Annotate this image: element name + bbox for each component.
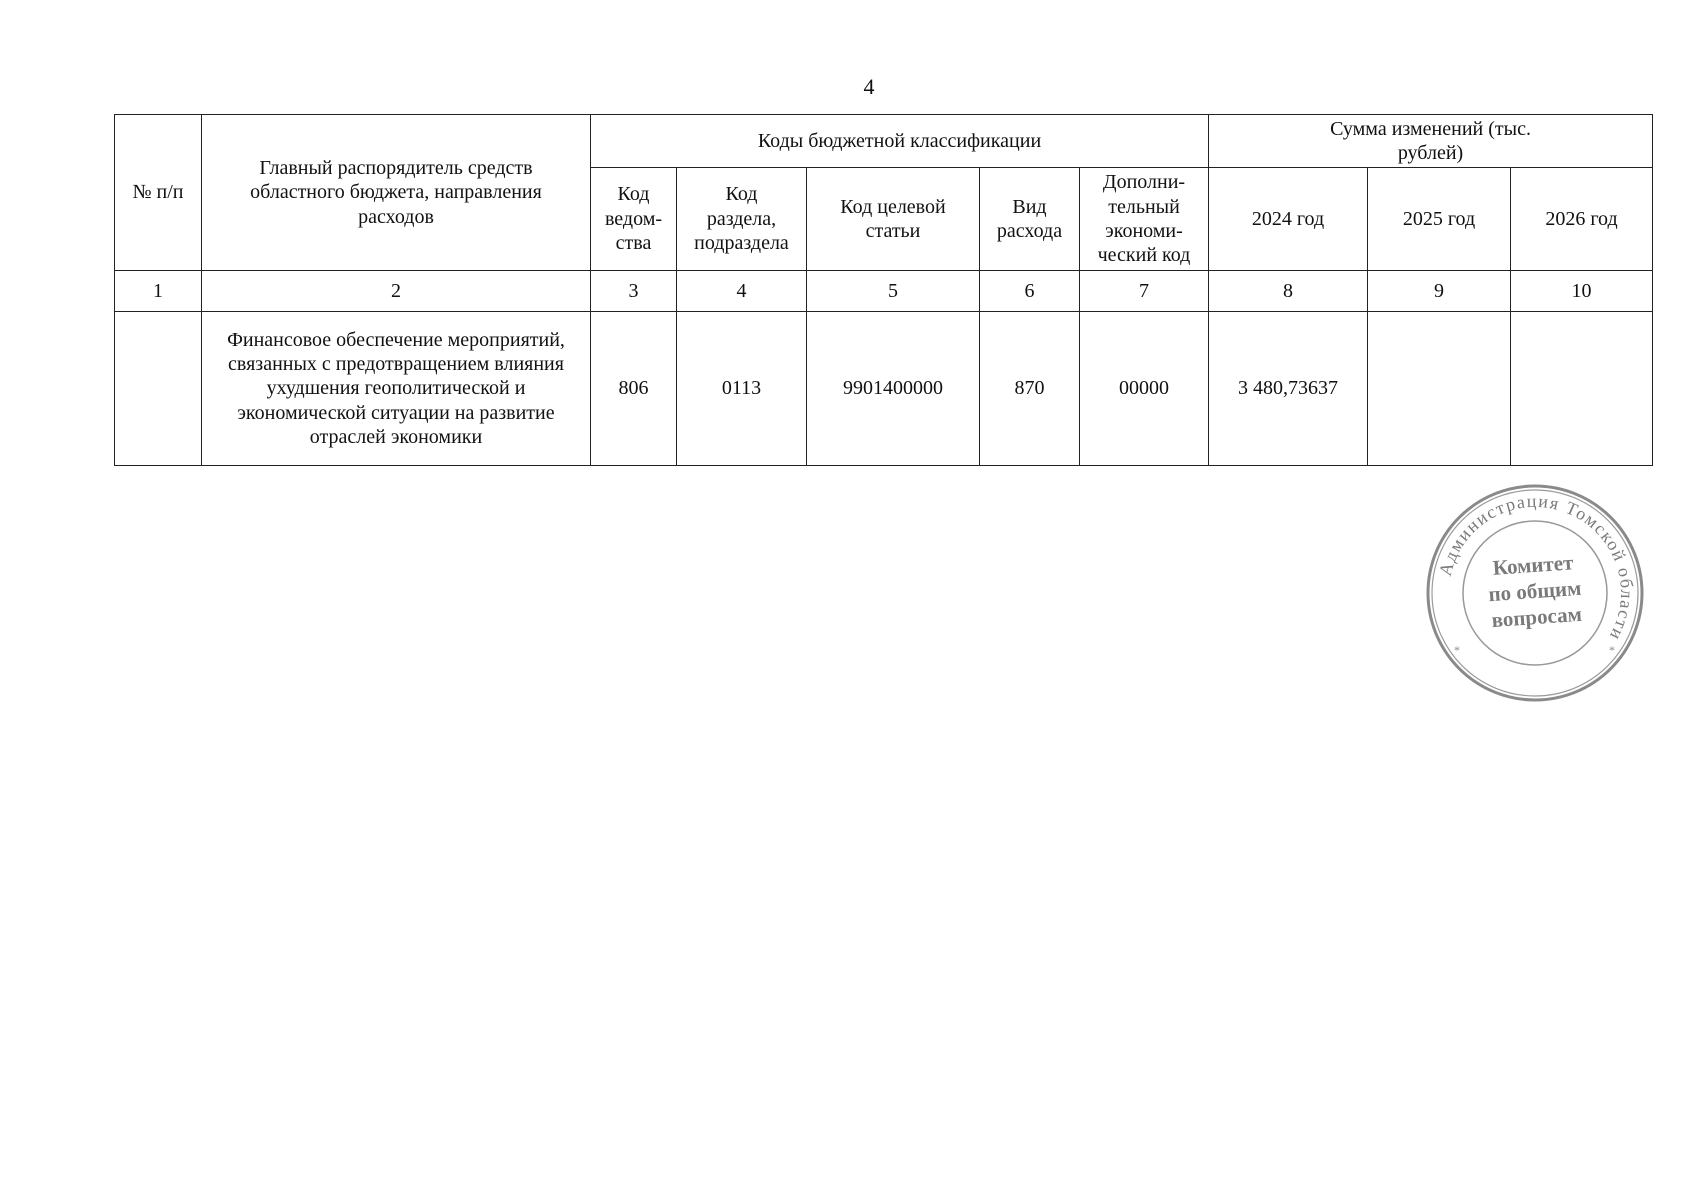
- header-manager: Главный распорядитель средств областного бюджета, направления расходов: [202, 115, 591, 271]
- header-codes-group: Коды бюджетной классификации: [591, 115, 1209, 168]
- row-section-code-cell: 0113: [677, 312, 807, 466]
- header-year-2026: 2026 год: [1511, 168, 1653, 271]
- header-section-code: Код раздела, подраздела: [677, 168, 807, 271]
- header-year-2024: 2024 год: [1209, 168, 1368, 271]
- page-number: 4: [863, 74, 875, 99]
- stamp-center-line: Комитет: [1491, 550, 1575, 580]
- official-stamp: [1424, 482, 1646, 704]
- column-number: 4: [677, 271, 807, 312]
- header-econ-code: Дополни-тельный экономи-ческий код: [1080, 168, 1209, 271]
- stamp-star-icon: *: [1609, 643, 1615, 657]
- row-sum-2024-cell: 3 480,73637: [1209, 312, 1368, 466]
- header-row-groups: [115, 115, 1653, 168]
- column-number: 7: [1080, 271, 1209, 312]
- row-sum-2025-cell: [1368, 312, 1511, 466]
- table-row: [115, 312, 1653, 466]
- stamp-star-icon: *: [1454, 643, 1460, 657]
- header-sum-group: Сумма изменений (тыс. рублей): [1209, 115, 1653, 168]
- header-year-2025: 2025 год: [1368, 168, 1511, 271]
- row-target-code-cell: 9901400000: [807, 312, 980, 466]
- column-number: 3: [591, 271, 677, 312]
- row-dept-code-cell: 806: [591, 312, 677, 466]
- column-number: 1: [115, 271, 202, 312]
- column-number: 8: [1209, 271, 1368, 312]
- column-number: 2: [202, 271, 591, 312]
- budget-changes-table: [114, 114, 1653, 466]
- header-expense-type: Вид расхода: [980, 168, 1080, 271]
- row-econ-code-cell: 00000: [1080, 312, 1209, 466]
- stamp-center-line: по общим: [1487, 575, 1583, 607]
- column-number-row: [115, 271, 1653, 312]
- row-description-cell: Финансовое обеспечение мероприятий, связанных с предотвращением влияния ухудшения геополитической и экономической ситуации на развитие отраслей экономики: [202, 312, 591, 466]
- stamp-ring-text: Администрация Томской области: [1434, 490, 1638, 645]
- header-target-code: Код целевой статьи: [807, 168, 980, 271]
- row-sum-2026-cell: [1511, 312, 1653, 466]
- row-expense-type-cell: 870: [980, 312, 1080, 466]
- column-number: 9: [1368, 271, 1511, 312]
- row-number-cell: [115, 312, 202, 466]
- stamp-center-line: вопросам: [1490, 601, 1583, 633]
- column-number: 5: [807, 271, 980, 312]
- header-dept-code: Код ведом-ства: [591, 168, 677, 271]
- header-number: № п/п: [115, 115, 202, 271]
- column-number: 10: [1511, 271, 1653, 312]
- column-number: 6: [980, 271, 1080, 312]
